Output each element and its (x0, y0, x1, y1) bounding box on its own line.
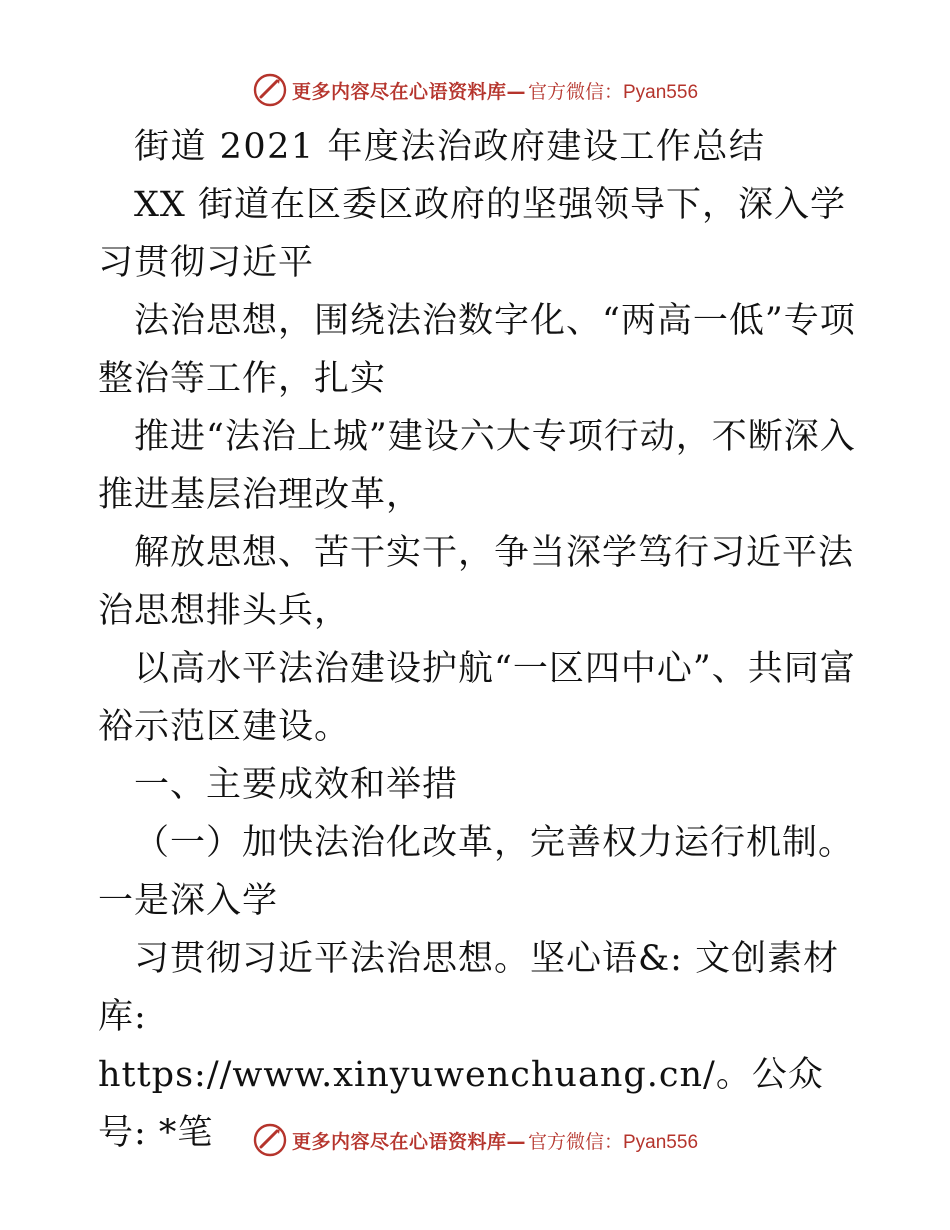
document-body (98, 118, 858, 1162)
paragraph-6: （一）加快法治化改革，完善权力运行机制。一是深入学 (98, 823, 855, 921)
banner-text: 更多内容尽在心语资料库— (291, 80, 526, 103)
footer-watermark-banner (0, 1120, 950, 1160)
paragraph-5: 以高水平法治建设护航“一区四中心”、共同富裕示范区建设。 (98, 649, 856, 747)
paragraph-3: 推进“法治上城”建设六大专项行动，不断深入推进基层治理改革， (98, 417, 856, 515)
document-title: 街道 2021 年度法治政府建设工作总结 (134, 127, 766, 167)
paragraph-7: 习贯彻习近平法治思想。坚心语&: 文创素材库: (98, 939, 840, 1037)
header-watermark-banner (0, 70, 950, 110)
quill-pen-logo-icon (252, 72, 288, 108)
paragraph-1: XX 街道在区委区政府的坚强领导下，深入学习贯彻习近平 (98, 185, 846, 283)
paragraph-2: 法治思想，围绕法治数字化、“两高一低”专项整治等工作，扎实 (98, 301, 856, 399)
banner-text: 更多内容尽在心语资料库— (291, 1130, 526, 1153)
paragraph-4: 解放思想、苦干实干，争当深学笃行习近平法治思想排头兵， (98, 533, 855, 631)
banner-contact: 官方微信：Pyan556 (528, 1131, 699, 1153)
banner-contact: 官方微信：Pyan556 (528, 81, 699, 103)
quill-pen-logo-icon (252, 1122, 288, 1158)
paragraph-8: https://www.xinyuwenchuang.cn/。公众号: *笔 (98, 1055, 824, 1153)
section-heading: 一、主要成效和举措 (134, 765, 459, 805)
